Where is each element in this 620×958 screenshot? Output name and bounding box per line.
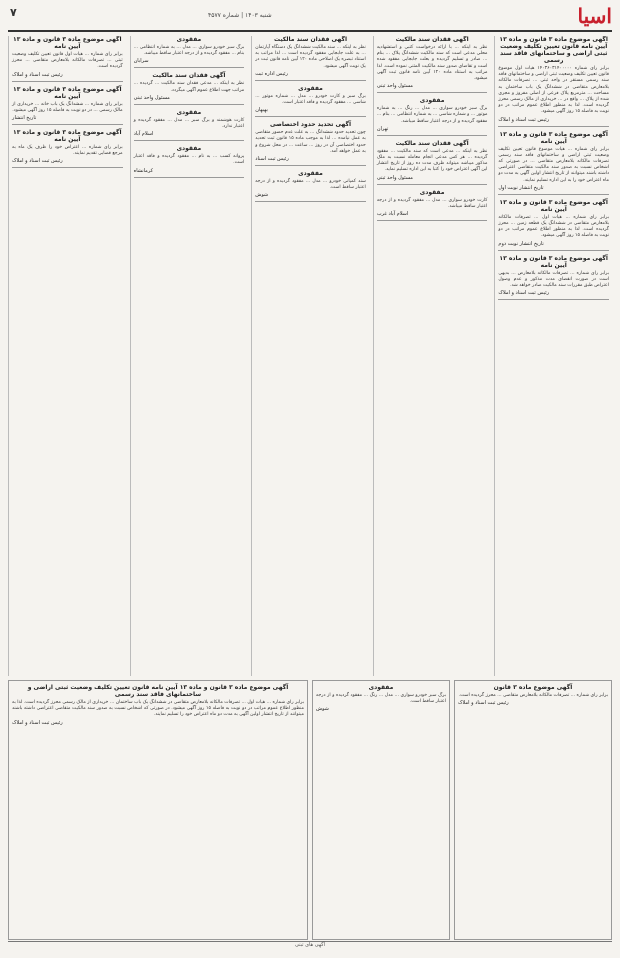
ad-block bbox=[377, 97, 488, 136]
ad-body: نظر به اینکه ... مدعی است که سند مالکیت ... مفقود گردیده ... هر کس مدعی انجام معامله نسبت به ملک مذکور میباشد میتواند ظرف مدت ده روز از تاریخ انتشار این آگهی اعتراض خود را کتبا به این اداره تسلیم نماید. bbox=[376, 148, 488, 173]
ad-title: آگهی فقدان سند مالکیت bbox=[273, 36, 348, 43]
ad-title: آگهی موضوع ماده ۳ قانون bbox=[493, 684, 573, 691]
ad-block bbox=[377, 189, 488, 221]
ad-footer: رئیس ثبت اسناد bbox=[255, 156, 289, 163]
bottom-section bbox=[8, 680, 612, 940]
column-5 bbox=[8, 36, 126, 676]
ad-footer: بهبهان bbox=[255, 107, 268, 114]
ad-footer: رئیس ثبت اسناد و املاک bbox=[12, 719, 63, 726]
ad-block bbox=[134, 109, 245, 141]
ad-title: مفقودی bbox=[298, 170, 323, 178]
ad-block bbox=[255, 36, 366, 81]
ad-body: برگ سبز خودرو سواری ... مدل ... رنگ ... مفقود گردیده و از درجه اعتبار ساقط است. bbox=[316, 693, 446, 705]
ad-title: مفقودی bbox=[419, 188, 445, 196]
ad-title: مفقودی bbox=[176, 36, 202, 43]
ad-block bbox=[134, 145, 245, 177]
ad-body: برابر رای شماره ... هیات اول قانون تعیین تکلیف وضعیت ثبتی ... تصرفات مالکانه بلامعارض متقاضی ... محرز گردیده است. bbox=[12, 52, 123, 70]
ad-block bbox=[255, 170, 366, 202]
ad-title: آگهی تحدید حدود اختصاصی bbox=[269, 121, 352, 129]
ad-block bbox=[498, 131, 609, 195]
ad-title: مفقودی bbox=[176, 145, 202, 153]
ad-body: برگ سبز خودرو سواری ... مدل ... رنگ ... به شماره موتور ... و شماره شاسی ... به شماره انتظامی ... بنام ... مفقود گردیده و از درجه اعتبار ساقط میباشد. bbox=[376, 106, 488, 124]
ad-body: چون تحدید حدود ششدانگ ... به علت عدم حضور متقاضی به عمل نیامده ... لذا به موجب ماده ۱۵ قانون ثبت تحدید حدود اختصاصی آن در روز ... ساعت ... در محل شروع و به عمل خواهد آمد. bbox=[255, 130, 366, 154]
ad-footer: کرمانشاه bbox=[133, 167, 153, 174]
page-number: ۷ bbox=[10, 6, 17, 19]
ad-footer: رئیس ثبت اسناد و املاک bbox=[12, 158, 63, 165]
ad-body: برابر رای شماره ... اعتراض خود را ظرف یک ماه به مرجع قضایی تقدیم نمایند. bbox=[12, 145, 123, 157]
ad-block bbox=[255, 85, 366, 117]
ad-footer: مسئول واحد ثبتی bbox=[376, 174, 413, 181]
ad-footer: سرابان bbox=[133, 58, 149, 65]
ad-body: برابر رای شماره ... هیات اول ... تصرفات مالکانه بلامعارض متقاضی در ششدانگ یک باب ساختمان ... خریداری از مالک رسمی محرز گردیده است. لذا به منظور اطلاع عموم مراتب در دو نوبت به فاصله ۱۵ روز آگهی میشود. در صورتی که اشخاص نسبت به صدور سند مالکیت متقاضی اعتراضی داشته باشند میتوانند از تاریخ انتشار اولین آگهی به مدت دو ماه اعتراض خود را تسلیم نمایند. bbox=[12, 700, 304, 718]
bottom-right-ad bbox=[454, 680, 612, 940]
issue-meta: شنبه ۱۴۰۳ | شماره ۴۵۷۷ bbox=[208, 12, 272, 19]
ad-title: مفقودی bbox=[176, 108, 202, 116]
ad-body: برابر رای شماره ... ششدانگ یک باب خانه ... خریداری از مالک رسمی ... در دو نوبت به فاصله ۱۵ روز آگهی میشود. bbox=[12, 101, 123, 113]
page-footer: آگهی های ثبتی bbox=[8, 941, 612, 952]
ad-title: آگهی فقدان سند مالکیت bbox=[395, 139, 469, 147]
ad-footer: مسئول واحد ثبتی bbox=[133, 94, 170, 101]
ad-title: آگهی فقدان سند مالکیت bbox=[395, 36, 469, 43]
ad-footer: مسئول واحد ثبتی bbox=[376, 83, 413, 90]
ad-body: برگ سبز خودرو سواری ... مدل ... به شماره انتظامی ... بنام ... مفقود گردیده و از درجه اعتبار ساقط میباشد. bbox=[133, 45, 245, 57]
ad-body: نظر به اینکه ... با ارائه درخواست کتبی و استشهادیه محلی مدعی است که سند مالکیت ششدانگ پلاک ... بنام ... صادر و تسلیم گردیده و بعلت جابجایی مفقود شده است و تقاضای صدور سند مالکیت المثنی نموده است. لذا مراتب به استناد ماده ۱۲۰ آیین نامه قانون ثبت آگهی میشود. bbox=[376, 45, 488, 82]
ad-footer: رئیس اداره ثبت bbox=[255, 70, 288, 77]
ad-block bbox=[377, 36, 488, 93]
ad-block bbox=[498, 36, 609, 127]
ad-block bbox=[134, 36, 245, 68]
ad-footer: تاریخ انتشار نوبت اول bbox=[498, 184, 544, 191]
ad-body: نظر به اینکه ... مدعی فقدان سند مالکیت ... گردیده ... مراتب جهت اطلاع عموم آگهی میگردد. bbox=[133, 81, 245, 93]
ad-title: آگهی فقدان سند مالکیت bbox=[152, 72, 226, 80]
ad-body: برگ سبز و کارت خودرو ... مدل ... شماره موتور ... شاسی ... مفقود گردیده و فاقد اعتبار است. bbox=[255, 93, 366, 106]
ad-footer: اسلام آباد غرب bbox=[376, 211, 409, 218]
ad-body: برابر رای شماره ... هیات اول ... تصرفات مالکانه بلامعارض متقاضی در ششدانگ یک قطعه زمین ... محرز گردیده است. لذا به منظور اطلاع عموم مراتب در دو نوبت به فاصله ۱۵ روز آگهی میشود. bbox=[498, 214, 609, 239]
ad-title: آگهی موضوع ماده ۳ قانون و ماده ۱۳ آیین نامه bbox=[499, 198, 608, 213]
ad-body: نظر به اینکه ... سند مالکیت ششدانگ یک دستگاه آپارتمان ... به علت جابجایی مفقود گردیده است ... لذا مراتب به استناد تبصره یک اصلاحی ماده ۱۲۰ آیین نامه قانون ثبت در یک نوبت آگهی میشود. bbox=[255, 45, 366, 69]
column-3 bbox=[251, 36, 369, 676]
column-2 bbox=[373, 36, 491, 676]
ad-body: سند کمپانی خودرو ... مدل ... مفقود گردیده و از درجه اعتبار ساقط است. bbox=[255, 179, 366, 191]
ad-body: برابر رای شماره ... تصرفات مالکانه بلامعارض ... بدیهی است در صورت انقضای مدت مذکور و عدم وصول اعتراض طبق مقررات سند مالکیت صادر خواهد شد. bbox=[498, 270, 609, 289]
ad-body: برابر رای شماره ... هیات موضوع قانون تعیین تکلیف وضعیت ثبتی اراضی و ساختمانهای فاقد سند رسمی تصرفات مالکانه بلامعارض متقاضی ... در صورتی که اشخاص نسبت به صدور سند مالکیت متقاضی اعتراضی داشته باشند میتوانند از تاریخ انتشار اولین آگهی به مدت دو ماه اعتراض خود را به این اداره تسلیم نمایند. bbox=[498, 146, 609, 183]
ad-body: برابر رای شماره ... تصرفات مالکانه بلامعارض متقاضی ... محرز گردیده است. bbox=[458, 693, 608, 698]
ad-block bbox=[255, 121, 366, 166]
ad-footer: رئیس ثبت اسناد و املاک bbox=[498, 116, 550, 123]
ad-title: آگهی موضوع ماده ۳ قانون و ماده ۱۳ آیین نامه قانون تعیین تکلیف وضعیت ثبتی اراضی و ساختمانهای فاقد سند رسمی bbox=[499, 36, 608, 64]
ad-title: آگهی موضوع ماده ۳ قانون و ماده ۱۳ آیین نامه bbox=[499, 130, 608, 145]
ad-block bbox=[134, 72, 245, 104]
ad-block bbox=[498, 255, 609, 301]
ad-block bbox=[12, 86, 123, 125]
ad-title: آگهی موضوع ماده ۳ قانون و ماده ۱۳ آیین نامه bbox=[13, 129, 122, 144]
bottom-middle-ad bbox=[312, 680, 450, 940]
ad-title: آگهی موضوع ماده ۳ قانون و ماده ۱۳ آیین نامه bbox=[13, 36, 122, 50]
ad-title: مفقودی bbox=[298, 84, 323, 92]
ad-footer: رئیس ثبت اسناد و املاک bbox=[12, 71, 63, 78]
ad-block bbox=[12, 36, 123, 82]
ad-footer: شوش bbox=[316, 706, 329, 713]
ad-title: مفقودی bbox=[368, 684, 394, 691]
ad-footer: شوش bbox=[255, 192, 269, 199]
column-4 bbox=[130, 36, 248, 676]
ad-footer: رئیس ثبت اسناد و املاک bbox=[498, 290, 550, 297]
ad-title: مفقودی bbox=[419, 97, 445, 105]
ad-block bbox=[377, 140, 488, 185]
ad-body: کارت هوشمند و برگ سبز ... مدل ... مفقود گردیده و اعتبار ندارد. bbox=[133, 117, 245, 130]
ad-title: آگهی موضوع ماده ۳ قانون و ماده ۱۳ آیین نامه قانون تعیین تکلیف وضعیت ثبتی اراضی و ساختمانهای فاقد سند رسمی bbox=[27, 684, 289, 698]
newspaper-logo: اسیا bbox=[577, 4, 612, 28]
ad-title: آگهی موضوع ماده ۳ قانون و ماده ۱۳ آیین نامه bbox=[499, 254, 608, 269]
ad-block bbox=[12, 129, 123, 168]
ad-block bbox=[498, 199, 609, 251]
ad-title: آگهی موضوع ماده ۳ قانون و ماده ۱۳ آیین نامه bbox=[13, 85, 122, 100]
ad-columns bbox=[8, 36, 612, 676]
page-header bbox=[8, 4, 612, 32]
column-1 bbox=[494, 36, 612, 676]
ad-footer: اسلام آباد bbox=[133, 131, 154, 138]
ad-body: پروانه کسب ... به نام ... مفقود گردیده و فاقد اعتبار است. bbox=[133, 154, 245, 166]
ad-footer: تاریخ انتشار bbox=[12, 115, 37, 122]
bottom-left-ad bbox=[8, 680, 308, 940]
ad-footer: تاریخ انتشار نوبت دوم bbox=[498, 240, 544, 247]
ad-footer: رئیس ثبت اسناد و املاک bbox=[458, 700, 509, 707]
ad-body: برابر رای شماره ۱۴۰۳۶۰۳۱۴۰۰۰۰۰ هیات اول موضوع قانون تعیین تکلیف وضعیت ثبتی اراضی و ساختمانهای فاقد سند رسمی مستقر در واحد ثبتی ... تصرفات مالکانه بلامعارض متقاضی در ششدانگ یک باب ساختمان به مساحت ... مترمربع پلاک فرعی از اصلی مفروز و مجزی شده از پلاک ... واقع در ... خریداری از مالک رسمی محرز گردیده است. لذا به منظور اطلاع عموم مراتب در دو نوبت به فاصله ۱۵ روز آگهی میشود. bbox=[498, 66, 609, 115]
ad-footer: تهران bbox=[376, 125, 389, 132]
ad-body: کارت خودرو سواری ... مدل ... مفقود گردیده و از درجه اعتبار ساقط میباشد. bbox=[376, 197, 488, 209]
